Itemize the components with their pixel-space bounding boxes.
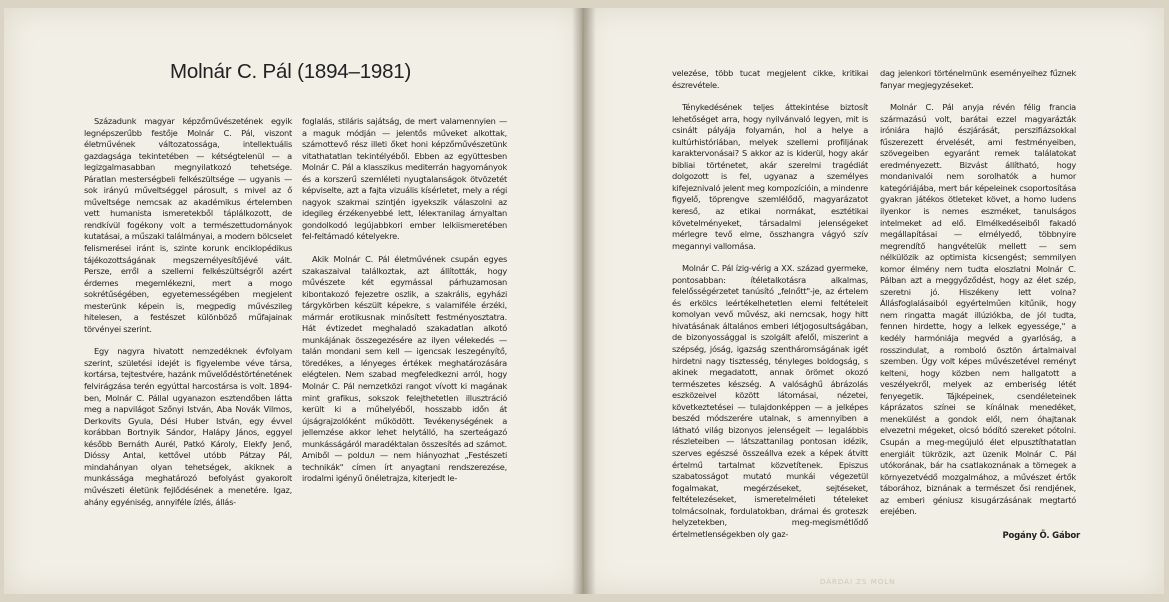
bleed-through-stamp: DÁRDAI ZS MOLN (820, 578, 896, 586)
paragraph: foglalás, stiláris sajátság, de mert valamennyien — a maguk módján — jelentős műveket alkottak, számottevő rész illeti őket honi képzőművészetünk vitathatatlan tekintélyéből. Ebben az együttesben Molnár C. Pál a klasszikus mediterrán hagyományok és a korszerű szemléleti nyugtalanságok ötvözetét képviselte, azt a fajta vizuális kísérletet, mely a régi nagyok szakmai szintjén igyekszik válaszolni az idegileg érzékenyebbé lett, léleктanilag árnyaltan gondolkodó legújabbkori ember lelkiismeretében fel-feltámadó kételyekre. (302, 116, 507, 242)
paragraph: Akik Molnár C. Pál életművének csupán egyes szakaszaival találkoztak, azt állították, hogy művészete két egymással párhuzamosan kibontakozó fejezetre oszlik, a szakrális, egyházi tárgykörben készült képekre, s valamiféle érzéki, mármár erotikusnak minősített festményosztatra. Hát évtizedet meghaladó szakadatlan alkotó munkájának összegezésére az ilyen vélekedés — talán mondani sem kell — igencsak leszegényítő, töredékes, a lényeges értékek meghatározására elégtelen. Nem szabad megfeledkezni arról, hogy Molnár C. Pál nemzetközi rangot vívott ki magának mint grafikus, sokszok felejthetetlen illusztráció került ki a műhelyéből, hosszabb időn át újságrajzolóként működött. Tevékenységének a jellemzése akkor lehet helytálló, ha szerteágazó munkásságáról maradéktalan összesítés ad számot. Amiből — polduл — nem hiányozhat „Festészeti technikák" címen írt anyagtani rendszerezése, irodalmi igényű önéletrajza, kiterjedt le- (302, 254, 507, 484)
author-signature: Pogány Ö. Gábor (1002, 531, 1080, 541)
paragraph: Egy nagyra hivatott nemzedéknek évfolyam szerint, születési idejét is figyelembe véve társa, kortársa, tejtestvére, hazánk művelődéstörténetének felvirágzása terén egyúttal harcostársa is volt. 1894-ben, Molnár C. Pállal ugyanazon esztendőben látta meg a napvilágot Szőnyi István, Aba Novák Vilmos, Derkovits Gyula, Dési Huber István, egy évvel korábban Bortnyik Sándor, Halápy János, eggyel később Bernáth Aurél, Patkó Károly, Elekfy Jenő, Dióssy Antal, kettővel utóbb Pátzay Pál, mindahányan olyan tehetségek, akiknek a munkássága meghatározó befolyást gyakorolt művészeti életünk fejlődésének a menetére. Igaz, ahány egyéniség, annyiféle ízlés, állás- (84, 346, 292, 507)
text-column-2 (302, 116, 507, 485)
paragraph: Molnár C. Pál ízig-vérig a XX. század gyermeke, pontosabban: ítéletalkotásra alkalmas, felelősségérzetet tanúsító „felnőtt"-je, az értelem és erkölcs leértékelhetetlen elemi feltételeit komolyan vevő művész, aki nemcsak, hogy hitt hivatásának általános emberi létjogosultságában, de bizonyossággal is szolgált afelől, miszerint a szépség, jóság, igazság szentháromságának igét hirdetni nagy tisztesség, tényleges boldogság, s akinek megadatott, annak örömet okozó természetes készség. A valósághű ábrázolás eszközeivel között látomásai, nézetei, következtetései — tulajdonképpen — a jelképes beszéd módszerére utalnak, s amennyiben a látható világ bizonyos jelenségeit — legalábbis részleteiben — látszattanilag pontosan idézik, szerves egészsé összeállva ezek a képek átvitt értelmű tartalmat közvetítenek. Episzus szabatosságot mutató munkái végezetül fogalmakat, megérzéseket, sejtéseket, feltételezéseket, ismeretelméleti tételeket tolmácsolnak, fordulatokban, drámai és groteszk helyzetekben, meg-megismétlődő értelmetlenségekben oly gaz- (672, 263, 868, 539)
book-gutter (572, 8, 596, 594)
paragraph: velezése, több tucat megjelent cikke, kritikai észrevétele. (672, 68, 868, 90)
paragraph: Századunk magyar képzőművészetének egyik legnépszerűbb festője Molnár C. Pál, viszont életművének változatossága, intellektuális gazdagsága tekintetében — kétségtelenül — a legizgalmasabban megnyilatkozó tehetsége. Páratlan mesterségbeli felkészültsége — ugyanis — sok irányú műveltséggel párosult, s mivel az ő műveltsége nemcsak az akadémikus értelemben vett humanista ismeretekből táplálkozott, de rendkívül fogékony volt a természettudományok kutatásai, a műszaki találmányai, a modern bölcselet felismerései iránt is, szinte korunk enciklopédikus tájékozottságának megszemélyesítőjévé vált. Persze, erről a szellemi felkészültségről azért érdemes megemlékezni, mert a mogo sokrétűségében, egyetemességében megjelent mesterünk képein is, megpedig művészileg hitelesen, a festészet különböző műfajainak törvényei szerint. (84, 116, 292, 334)
text-column-3 (672, 68, 868, 540)
right-page (584, 8, 1164, 594)
article-title: Molnár C. Pál (1894–1981) (170, 60, 412, 83)
text-column-1 (84, 116, 292, 508)
paragraph: Molnár C. Pál anyja révén félig francia származású volt, barátai ezzel magyarázták iróniára hajló észjárását, perszifiázsokkal fűszerezett érvelését, ami festményeiben, szövegeiben egyaránt remek találatokat eredményezett. Bizvást állítható, hogy mondanivalói nem sorolhatók a humor kategóriájába, mert bár képeleinek csoportosítása gyakran játékos ötleteket követ, a homo ludens ilyenkor is nemes eszméket, tanulságos intelmeket ad elő. Elmélkedéseiből fakadó megállapításai — elmélyedő, többnyire megrendítő hangvételük mellett — sem nélkülözik az optimista kicsengést; semmilyen komor élmény nem tudta eloszlatni Molnár C. Pálban azt a meggyőződést, hogy az élet szép, szeretni jó. Hiszékeny lett volna? Állásfoglalásaiból egyértelműen kitűnik, hogy nem ringatta magát illúziókba, de jól tudta, fennen hirdette, hogy a lelkek egyessége," a kedély harmóniája megvéd a gyarlóság, a rosszindulat, a romboló ösztön ártalmaival szemben. Úgy volt képes művészetével reményt kelteni, hogy közben nem hallgatott a veszélyekről, melyek az emberiség létét fenyegetik. Tájképeinek, csendéleteinek káprázatos színei se kínálnak menedéket, menekülést a gondok elől, nem óhajtanak elvezetni mégeket, olcsó bódító szereket pótolni. Csupán a meg-megújuló élet elpusztíthatatlan energiáit tükrözik, azt üzenik Molnár C. Pál utókorának, bár ha csatlakoznának a tömegek a környezetvédő mozgalmához, a művészet értők táborához, biznának a természet ősi rendjének, az emberi géniusz kisugárzásának megtartó erejében. (880, 102, 1076, 517)
paragraph: dag jelenkori történelmünk eseményeihez fűznek fanyar megjegyzéseket. (880, 68, 1076, 90)
text-column-4 (880, 68, 1076, 518)
paragraph: Ténykedésének teljes áttekintése biztosít lehetőséget arra, hogy nyilvánvaló legyen, mit is csinált pályája folyamán, hol a helye a kultúrhistóriában, melyek szellemi profiljának karaktervonásai? S akkor az is kiderül, hogy akár bibliai történetet, akár szerelmi tragédiát dolgozott is fel, ugyanaz a személyes kifejeznivaló jelent meg kompozícióin, a mindenre figyelő, töprengve szemlélődő, magyarázatot kereső, az etikai normákat, esztétikai követelményeket, társadalmi jelenségeket mérlegre tevő elme, összhangra vágyó szív megannyi vallomása. (672, 102, 868, 251)
